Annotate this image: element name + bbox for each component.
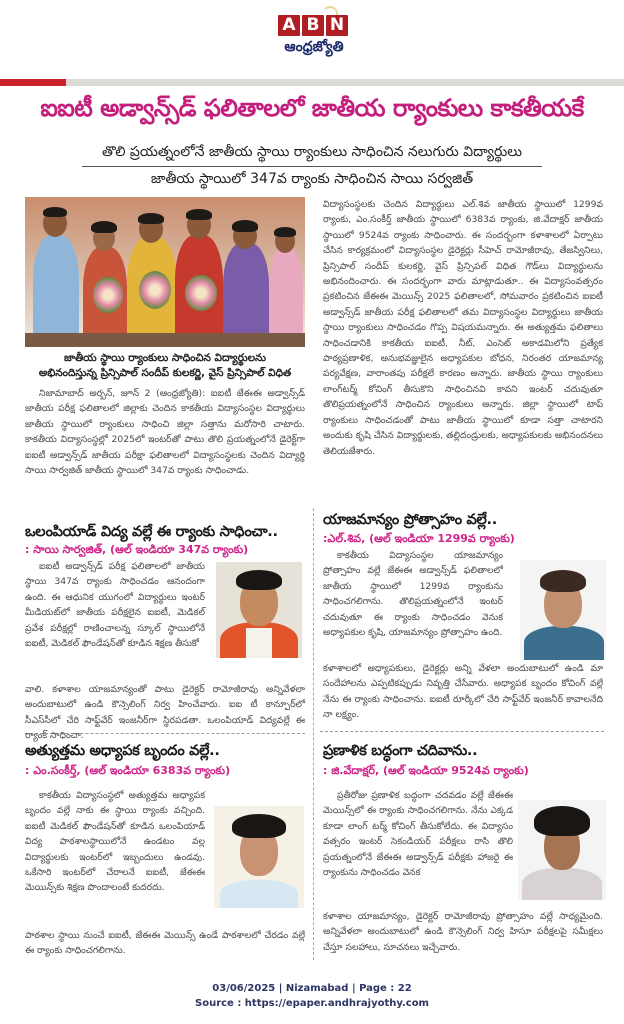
intro-paragraph (25, 386, 305, 478)
column-divider (313, 508, 314, 960)
logo-letter-a: A (278, 15, 300, 36)
intro-paragraph-text: నిజామాబాద్ అర్బన్, జూన్ 2 (ఆంధ్రజ్యోతి): ఐఐటీ జేఈఈ అడ్వాన్స్‌డ్ జాతీయ పరీక్ష ఫలితాలలో జిల్లాకు చెందిన కాకతీయ విద్యాసంస్థల విద్యార్థులు జాతీయ స్థాయిలో ర్యాంకులు సాధించి జిల్లా సత్తాను మరోసారి చాటారు. కాకతీయ విద్యాసంస్థల్లో 2025లో ఇంటర్‌తో పాటు తొలి ప్రయత్నంలోనే డైరెక్ట్‌గా ఐఐటీ అడ్వాన్స్‌డ్ జాతీయ పరీక్షా ఫలితాలలో విద్యాసంస్థలకు చెందిన విద్యార్థి సాయి సార్వజిత్ జాతీయ స్థాయిలో 347వ ర్యాంకు సాధించాడు. (25, 388, 305, 477)
section-3-text (25, 788, 205, 896)
masthead-rule (66, 79, 624, 86)
student-photo-m-sankeerth (214, 806, 304, 908)
logo-telugu-wordmark: ఆంధ్రజ్యోతి (284, 39, 344, 55)
section-divider-right (320, 731, 604, 732)
section-4-byline: : జి.వేదాక్షర్, (ఆల్ ఇండియా 9524వ ర్యాంకు) (323, 764, 529, 777)
section-4-text-wrapped: ప్రతీరోజు ప్రణాళిక బద్ధంగా చదవడం వల్లే జేఈఈ మెయిన్స్‌లో ఈ ర్యాంకు సాధించగలిగాను. నేను ఎక్కడ కూడా లాంగ్ టర్మ్ కోచింగ్ తీసుకోలేదు. ఈ విద్యాసం వత్సరం ఇంటర్ సెకండియర్ పరీక్షలు రాసి తొలి ప్రయత్నంలోనే జేఈఈ అడ్వాన్స్‌డ్ పరీక్షకు హాజరై ఈ ర్యాంకును సాధించడం వెనక (323, 790, 513, 879)
section-2-byline: :ఎల్.శివ, (ఆల్ ఇండియా 1299వ ర్యాంకు) (323, 532, 515, 545)
section-2-text-continued (323, 661, 603, 723)
section-1-title: ఒలంపియాడ్ విద్య వల్లే ఈ ర్యాంకు సాధించా.. (25, 524, 278, 540)
section-1-text (25, 559, 205, 651)
article-subheadline: తొలి ప్రయత్నంలోనే జాతీయ స్థాయి ర్యాంకులు సాధించిన నలుగురు విద్యార్థులు (102, 144, 522, 160)
group-photo (25, 197, 305, 347)
section-1-text-continued (25, 682, 305, 744)
section-3-text-continued (25, 928, 305, 959)
right-column-paragraph-text: విద్యాసంస్థలకు చెందిన విద్యార్థులు ఎల్.శివ జాతీయ స్థాయిలో 1299వ ర్యాంకు, ఎం.సంకీర్త్ జాతీయ స్థాయిలో 6383వ ర్యాంకు, జి.వేదాక్షర్ జాతీయ స్థాయిలో 9524వ ర్యాంకు సాధించారు. ఈ సందర్భంగా కళాశాలలో ఏర్పాటు చేసిన కార్యక్రమంలో విద్యాసంస్థల డైరెక్టర్లు సీహెచ్ రామోజీరావు, తేజస్వినిలు, ప్రిన్సిపాల్ సందీప్ కులకర్ణి, వైస్ ప్రిన్సిపల్ విధిత గౌడ్‌లు విద్యార్థులను అభినందించారు. ఈ సందర్భంగా వారు మాట్లాడుతూ.. ఈ విద్యాసంవత్సరం ప్రకటించిన జేఈఈ మెయిన్స్ 2025 ఫలితాలలో, సోమవారం ప్రకటించిన ఐఐటీ అడ్వాన్స్‌డ్ జాతీయ పరీక్ష ఫలితాలలో తమ విద్యాసంస్థల విద్యార్థులు జాతీయ స్థాయి ర్యాంకులు సాధించడం గొప్ప విషయమన్నారు. ఈ అత్యుత్తమ ఫలితాలు సాధించడానికి కాకతీయ ఐఐటీ, నీట్, ఎంసెట్ అకాడమిలోని ప్రత్యేక పాఠ్యప్రణాళిక, అనుభవజ్ఞులైన అధ్యాపకుల బోధన, నిరంతర యాజమాన్య పర్యవేక్షణ, వారాంతపు పరీక్షలే కారణం అన్నారు. జాతీయ స్థాయి ర్యాంకులు లాంగ్‌టర్మ్ కోచింగ్ తీసుకొని సాధించినవి కావని ఇంటర్ చదువుతూ తొలిప్రయత్నంలోనే సాధించిన ర్యాంకులు అన్నారు. జిల్లా స్థాయిలో టాప్ ర్యాంకులు సాధించడంతో పాటు జాతీయ స్థాయిలో కూడా సత్తా చాటారని అందుకు కృషి చేసిన విద్యార్థులకు, తల్లిదండ్రులకు, అధ్యాపకులకు అభినందనలు తెలియజేశారు. (323, 199, 603, 457)
abn-andhrajyothy-logo (272, 6, 352, 66)
section-1-text-full: వాలి. కళాశాల యాజమాన్యంతో పాటు డైరెక్టర్ రామోజీరావు అన్నివేళలా అందుబాటులో ఉండి కౌన్సెలింగ్ నిర్వ హించేవారు. ఐఐ టీ కాన్పూర్‌లో సీఎస్‌సీలో చేరి సాఫ్ట్‌వేర్ ఇంజనీర్‌గా స్థిరపడతా. ఒలంపియాడ్ విద్యవల్లే ఈ ర్యాంక్ సాధించా. (25, 684, 305, 742)
subheadline-divider (82, 166, 542, 167)
section-3-byline: : ఎం.సంకీర్త్, (ఆల్ ఇండియా 6383వ ర్యాంకు) (25, 764, 231, 777)
section-4-text-continued (323, 909, 603, 955)
student-photo-l-siva (520, 560, 606, 660)
section-1-text-wrapped: ఐఐటీ అడ్వాన్స్‌డ్ పరీక్ష ఫలితాలలో జాతీయ స్థాయి 347వ ర్యాంకు సాధించడం ఆనందంగా ఉంది. ఈ ఆధునిక యుగంలో విద్యార్థులు ఇంటర్ మీడియట్‌లో జాతీయ పరీక్షలైన ఐఐటీ, మెడికల్ ప్రవేశ పరీక్షల్లో రాణించాలన్న స్కూల్ స్థాయిలోనే ఐఐటీ, మెడికల్ ఫౌండేషన్‌తో కూడిన శిక్షణ తీసుకో (25, 561, 205, 650)
footer-date-edition-page: 03/06/2025 | Nizamabad | Page : 22 (212, 983, 412, 994)
section-4-title: ప్రణాళిక బద్ధంగా చదివాను.. (323, 743, 478, 759)
footer-source-link[interactable]: Source : https://epaper.andhrajyothy.com (195, 998, 429, 1009)
photo-caption-line-1: జాతీయ స్థాయి ర్యాంకులు సాధించిన విద్యార్థులను (63, 352, 267, 364)
masthead-accent-bar (0, 79, 66, 86)
section-3-title: అత్యుత్తమ అధ్యాపక బృందం వల్లే.. (25, 743, 220, 759)
student-photo-g-vedakshar (518, 800, 606, 900)
article-headline: ఐఐటీ అడ్వాన్స్‌డ్ ఫలితాలలో జాతీయ ర్యాంకులు కాకతీయకే (40, 94, 584, 122)
section-3-text-full: పాఠశాల స్థాయి నుంచే ఐఐటీ, జేఈఈ మెయిన్స్ ఉండే పాఠశాలలో చేరడం వల్లే ఈ ర్యాంకు సాధించగలిగాను. (25, 930, 305, 957)
section-4-text (323, 788, 513, 880)
logo-letter-n: N (326, 15, 348, 36)
photo-caption-line-2: అభినందిస్తున్న ప్రిన్సిపాల్ సందీప్ కులకర్ణి, వైస్ ప్రిన్సిపాల్ విధిత (38, 367, 292, 379)
section-2-title: యాజమాన్యం ప్రోత్సాహం వల్లే.. (323, 512, 497, 528)
article-subheadline-2: జాతీయ స్థాయిలో 347వ ర్యాంకు సాధించిన సాయి సర్వజిత్ (150, 171, 474, 187)
section-2-text-wrapped: కాకతీయ విద్యాసంస్థల యాజమాన్యం ప్రోత్సాహం వల్లే జేఈఈ అడ్వాన్స్‌డ్ ఫలితాలలో జాతీయ స్థాయిలో 1299వ ర్యాంకును సాధించగలిగాను. తొలిప్రయత్నంలోనే ఇంటర్ చదువుతూ ఈ ర్యాంకు సాధించడం వెనుక అధ్యాపకుల కృషి, యాజమాన్యం ప్రోత్సాహం ఉంది. (323, 550, 503, 639)
section-1-byline: : సాయి సార్వజిత్, (ఆల్ ఇండియా 347వ ర్యాంకు) (25, 543, 249, 556)
section-2-text-full: కళాశాలలో అధ్యాపకులు, డైరెక్టర్లు అన్ని వేళలా అందుబాటులో ఉండి మా సందేహాలను ఎప్పటికప్పుడు నివృత్తి చేసేవారు. అధ్యాపక బృందం కోచింగ్ వల్లే నేను ఈ ర్యాంకు సాధించాను. ఐఐటీ రూర్కీలో చేరి సాఫ్ట్‌వేర్ ఇంజనీర్ కావాలనేది నా లక్ష్యం. (323, 663, 603, 721)
right-column-paragraph (323, 197, 603, 459)
section-4-text-full: కళాశాల యాజమాన్యం, డైరెక్టర్ రామోజీరావు ప్రోత్సాహం వల్లే సాధ్యమైంది. అన్నివేళలా అందుబాటులో ఉండి కౌన్సెలింగ్ నిర్వ హిసూ పరీక్షలపై సమీక్షలు చేస్తూ సలహాలు, సూచనలు ఇచ్చేవారు. (323, 911, 603, 953)
section-2-text (323, 548, 503, 640)
section-3-text-wrapped: కాకతీయ విద్యాసంస్థలో అత్యుత్తమ అధ్యాపక బృందం వల్లే నాకు ఈ స్థాయి ర్యాంకు వచ్చింది. ఐఐటీ మెడికల్ ఫౌండేషన్‌తో కూడిన ఒలంపియాడ్ విద్య పాఠశాలస్థాయిలోనే ఉండటం వల్ల విద్యార్థులకు ఇంటర్‌లో ఇబ్బందులు ఉండవు. ఒకేసారి ఇంటర్‌లో చేరాలనే ఐఐటీ, జేఈఈ మెయిన్స్‌కు శిక్షణ పొందాలంటే కుదరదు. (25, 790, 205, 894)
logo-letter-b: B (302, 15, 324, 36)
student-photo-sai-sarvajit (216, 562, 302, 658)
